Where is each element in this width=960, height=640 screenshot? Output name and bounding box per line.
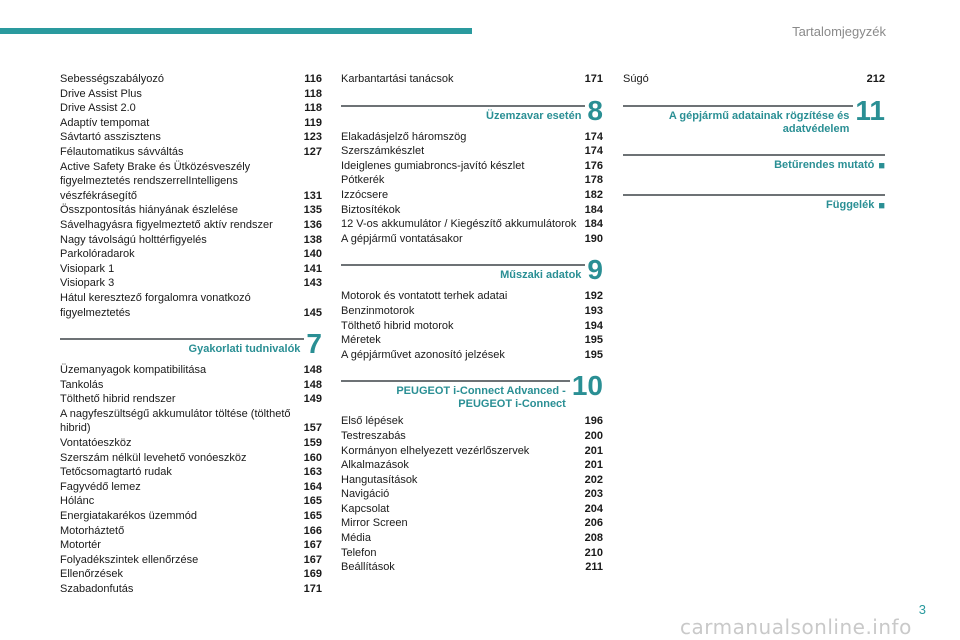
toc-entry-page: 118: [304, 102, 322, 115]
toc-entry-page: 163: [303, 466, 322, 479]
toc-entry-title: Első lépések: [341, 415, 404, 428]
section-number: 8: [587, 94, 603, 126]
toc-column-2: [341, 72, 603, 575]
toc-column-3: [623, 72, 885, 219]
toc-entry-page: 208: [584, 532, 603, 545]
toc-column-1: [60, 72, 322, 597]
toc-entry-title: Energiatakarékos üzemmód: [60, 510, 197, 523]
toc-entry-title: Benzinmotorok: [341, 304, 415, 317]
toc-entry[interactable]: [341, 487, 603, 502]
toc-entry-page: 201: [584, 444, 603, 457]
toc-entry[interactable]: [341, 217, 603, 232]
toc-entry-title: Visiopark 1: [60, 262, 115, 275]
toc-entry[interactable]: [341, 429, 603, 444]
toc-entry-page: 145: [303, 306, 322, 319]
toc-entry-page: 210: [584, 546, 603, 559]
toc-entry[interactable]: [60, 276, 322, 291]
toc-entry-page: 159: [303, 437, 322, 450]
toc-entry-page: 136: [303, 218, 322, 231]
toc-entry[interactable]: [341, 304, 603, 319]
toc-entry-title: Izzócsere: [341, 188, 389, 201]
toc-entry-title: Folyadékszintek ellenőrzése: [60, 553, 199, 566]
toc-entry-title: Szerszámkészlet: [341, 145, 425, 158]
toc-entry-page: 157: [303, 422, 322, 435]
toc-entry-page: 182: [584, 188, 603, 201]
toc-entry[interactable]: [341, 516, 603, 531]
toc-entry[interactable]: [60, 291, 322, 320]
toc-entry-page: 160: [303, 451, 322, 464]
toc-section-header[interactable]: [60, 328, 322, 360]
toc-entry[interactable]: [60, 101, 322, 116]
toc-entry-page: 176: [584, 159, 603, 172]
toc-entry[interactable]: [341, 546, 603, 561]
toc-entry-page: 178: [584, 174, 603, 187]
toc-entry-title: Tetőcsomagtartó rudak: [60, 466, 172, 479]
toc-entry[interactable]: [60, 494, 322, 509]
toc-entry-page: 196: [584, 415, 603, 428]
toc-entry[interactable]: [341, 72, 603, 87]
toc-entry[interactable]: [60, 465, 322, 480]
toc-entry-title: Drive Assist Plus: [60, 87, 142, 100]
toc-entry-page: 211: [585, 561, 603, 574]
toc-entry[interactable]: [341, 458, 603, 473]
toc-entry[interactable]: [60, 262, 322, 277]
toc-entry-page: 119: [304, 116, 322, 129]
section-title: Üzemzavar esetén: [486, 109, 582, 122]
toc-entry-title: Pótkerék: [341, 174, 385, 187]
toc-entry-title: A gépjármű vontatásakor: [341, 232, 463, 245]
section-title: Műszaki adatok: [500, 269, 582, 282]
toc-entry-page: 131: [303, 189, 322, 202]
toc-entry-page: 165: [303, 510, 322, 523]
toc-entry-title: Motortér: [60, 539, 101, 552]
toc-section-header[interactable]: [341, 94, 603, 127]
toc-entry-title: Méretek: [341, 334, 381, 347]
toc-entry-page: 138: [303, 233, 322, 246]
toc-entry-page: 174: [584, 130, 603, 143]
toc-entry-title: A gépjárművet azonosító jelzések: [341, 348, 505, 361]
toc-entry-title: Tölthető hibrid rendszer: [60, 393, 176, 406]
toc-entry-page: 200: [584, 429, 603, 442]
toc-entry-page: 127: [303, 145, 322, 158]
toc-entry[interactable]: [341, 560, 603, 575]
toc-entry[interactable]: [60, 160, 322, 204]
toc-entry-title: Sávelhagyásra figyelmeztető aktív rendszer: [60, 218, 273, 231]
toc-entry[interactable]: [623, 72, 885, 87]
toc-entry-page: 141: [303, 262, 322, 275]
toc-entry[interactable]: [341, 144, 603, 159]
toc-entry-title: Kormányon elhelyezett vezérlőszervek: [341, 444, 530, 457]
toc-entry-page: 148: [303, 378, 322, 391]
toc-entry-title: Adaptív tempomat: [60, 116, 150, 129]
toc-section-header[interactable]: [341, 370, 603, 411]
toc-entry-title: Hangutasítások: [341, 473, 418, 486]
toc-entry[interactable]: [341, 333, 603, 348]
toc-section-header[interactable]: [623, 154, 885, 176]
section-number: 11: [855, 94, 885, 126]
page-header-title: Tartalomjegyzék: [792, 24, 886, 39]
toc-entry[interactable]: [60, 553, 322, 568]
toc-entry-title: 12 V-os akkumulátor / Kiegészítő akkumulátorok: [341, 218, 577, 231]
toc-entry[interactable]: [60, 524, 322, 539]
toc-entry-title: Szerszám nélkül levehető vonóeszköz: [60, 451, 247, 464]
toc-entry-title: Vontatóeszköz: [60, 437, 132, 450]
toc-entry[interactable]: [60, 378, 322, 393]
toc-entry-page: 190: [584, 232, 603, 245]
toc-entry[interactable]: [341, 173, 603, 188]
toc-entry-page: 174: [584, 145, 603, 158]
toc-entry-page: 167: [303, 539, 322, 552]
toc-entry[interactable]: [60, 582, 322, 597]
toc-entry-page: 195: [584, 348, 603, 361]
toc-entry-title: Testreszabás: [341, 429, 406, 442]
toc-entry-title: Nagy távolságú holttérfigyelés: [60, 233, 207, 246]
toc-entry-title: Motorok és vontatott terhek adatai: [341, 290, 508, 303]
toc-entry-title: Drive Assist 2.0: [60, 102, 136, 115]
toc-entry-page: 171: [584, 73, 603, 85]
toc-entry[interactable]: [60, 436, 322, 451]
watermark: carmanualsonline.info: [680, 615, 912, 639]
toc-entry-page: 167: [303, 553, 322, 566]
page-number: 3: [918, 602, 926, 617]
toc-entry[interactable]: [60, 509, 322, 524]
toc-entry[interactable]: [60, 87, 322, 102]
toc-entry-title: Kapcsolat: [341, 502, 390, 515]
toc-entry-page: 201: [584, 459, 603, 472]
toc-entry[interactable]: [341, 130, 603, 145]
toc-entry[interactable]: [60, 218, 322, 233]
toc-entry[interactable]: [341, 348, 603, 363]
toc-entry-page: 184: [584, 218, 603, 231]
toc-entry-title: Active Safety Brake és Ütközésveszély figyelmeztetés rendszerrelIntelligens vészfékrásegítő: [60, 160, 251, 202]
toc-entry-page: 166: [303, 524, 322, 537]
toc-entry-page: 169: [303, 568, 322, 581]
header-accent-bar: [0, 28, 472, 34]
section-bullet-icon: ■: [878, 199, 885, 212]
toc-entry-page: 192: [584, 290, 603, 303]
toc-entry-title: Félautomatikus sávváltás: [60, 145, 184, 158]
toc-entry-page: 148: [303, 364, 322, 377]
toc-entry-page: 149: [303, 393, 322, 406]
toc-entry-page: 143: [303, 277, 322, 290]
section-title: Gyakorlati tudnivalók: [188, 343, 301, 356]
toc-entry[interactable]: [60, 392, 322, 407]
section-title: Betűrendes mutató: [774, 158, 875, 171]
toc-entry[interactable]: [341, 473, 603, 488]
toc-entry-page: 184: [584, 203, 603, 216]
toc-entry-title: Média: [341, 532, 371, 545]
toc-entry-page: 140: [303, 248, 322, 261]
toc-entry-page: 116: [304, 73, 322, 85]
toc-entry-page: 123: [303, 131, 322, 144]
toc-entry-title: Szabadonfutás: [60, 583, 134, 595]
section-number: 10: [571, 370, 603, 402]
section-number: 7: [306, 328, 322, 360]
toc-entry[interactable]: [341, 188, 603, 203]
toc-entry-page: 171: [303, 583, 322, 595]
toc-section-header[interactable]: [623, 194, 885, 216]
toc-entry[interactable]: [60, 116, 322, 131]
toc-section-header[interactable]: [623, 94, 885, 136]
toc-entry[interactable]: [60, 407, 322, 436]
toc-entry[interactable]: [60, 203, 322, 218]
toc-entry-title: Hátul keresztező forgalomra vonatkozó figyelmeztetés: [60, 291, 251, 319]
toc-entry[interactable]: [60, 145, 322, 160]
toc-entry[interactable]: [341, 159, 603, 174]
toc-entry-title: Hólánc: [60, 495, 95, 508]
toc-entry-page: 212: [866, 73, 885, 85]
toc-entry[interactable]: [60, 538, 322, 553]
toc-entry[interactable]: [60, 247, 322, 262]
toc-entry[interactable]: [341, 319, 603, 334]
toc-entry[interactable]: [341, 502, 603, 517]
toc-entry-title: Visiopark 3: [60, 277, 115, 290]
toc-entry-title: Fagyvédő lemez: [60, 480, 141, 493]
toc-entry-title: Elakadásjelző háromszög: [341, 130, 467, 143]
section-title: PEUGEOT i-Connect Advanced - PEUGEOT i-Connect: [396, 385, 566, 411]
toc-entry[interactable]: [341, 444, 603, 459]
toc-entry[interactable]: [60, 451, 322, 466]
toc-entry-page: 118: [304, 87, 322, 100]
section-title: Függelék: [826, 198, 875, 211]
toc-entry-title: A nagyfeszültségű akkumulátor töltése (tölthető hibrid): [60, 407, 291, 435]
toc-entry-title: Parkolóradarok: [60, 248, 135, 261]
toc-entry[interactable]: [341, 289, 603, 304]
toc-entry-title: Navigáció: [341, 488, 390, 501]
toc-entry[interactable]: [341, 531, 603, 546]
toc-entry[interactable]: [60, 480, 322, 495]
toc-entry[interactable]: [341, 232, 603, 247]
toc-entry[interactable]: [60, 567, 322, 582]
toc-entry-title: Sebességszabályozó: [60, 73, 164, 85]
toc-entry-title: Alkalmazások: [341, 459, 409, 472]
section-number: 9: [587, 254, 603, 286]
toc-entry-title: Sávtartó asszisztens: [60, 131, 161, 144]
toc-entry[interactable]: [60, 233, 322, 248]
toc-entry-title: Ideiglenes gumiabroncs-javító készlet: [341, 159, 525, 172]
toc-entry-title: Üzemanyagok kompatibilitása: [60, 364, 207, 377]
toc-entry-page: 204: [584, 502, 603, 515]
toc-entry-page: 194: [584, 319, 603, 332]
toc-entry-title: Súgó: [623, 73, 649, 85]
toc-entry-page: 206: [584, 517, 603, 530]
toc-entry-title: Motorháztető: [60, 524, 125, 537]
toc-entry-title: Ellenőrzések: [60, 568, 123, 581]
toc-entry-title: Tankolás: [60, 378, 104, 391]
toc-entry[interactable]: [60, 130, 322, 145]
toc-entry-title: Karbantartási tanácsok: [341, 73, 454, 85]
toc-entry-page: 203: [584, 488, 603, 501]
toc-entry-page: 195: [584, 334, 603, 347]
toc-entry-page: 202: [584, 473, 603, 486]
toc-entry-title: Telefon: [341, 546, 377, 559]
toc-entry-title: Mirror Screen: [341, 517, 408, 530]
toc-entry-page: 193: [584, 304, 603, 317]
toc-entry[interactable]: [60, 72, 322, 87]
toc-entry-title: Összpontosítás hiányának észlelése: [60, 204, 238, 217]
toc-entry[interactable]: [60, 363, 322, 378]
toc-entry-title: Beállítások: [341, 561, 395, 574]
toc-entry-page: 165: [303, 495, 322, 508]
toc-entry-title: Tölthető hibrid motorok: [341, 319, 454, 332]
section-title: A gépjármű adatainak rögzítése és adatvédelem: [668, 109, 850, 135]
toc-entry-title: Biztosítékok: [341, 203, 401, 216]
toc-entry[interactable]: [341, 203, 603, 218]
toc-entry-page: 135: [303, 204, 322, 217]
toc-section-header[interactable]: [341, 254, 603, 286]
section-bullet-icon: ■: [878, 159, 885, 172]
toc-entry[interactable]: [341, 414, 603, 429]
toc-entry-page: 164: [303, 480, 322, 493]
